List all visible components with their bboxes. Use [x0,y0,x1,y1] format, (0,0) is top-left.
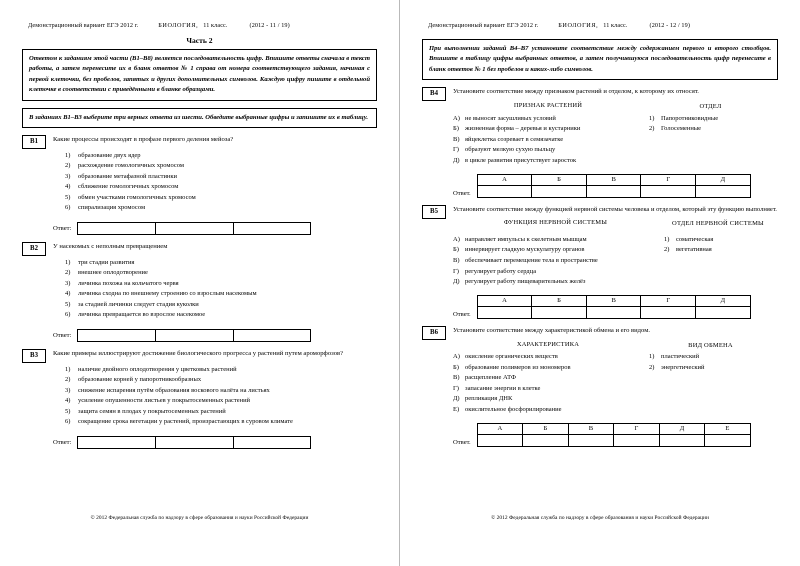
match-right-text: Папоротниковидные [661,114,719,122]
match-right-item[interactable] [643,363,778,374]
option-number: 4) [65,290,71,298]
answer-grid-header: В [586,295,641,306]
match-left-label: Д) [453,395,460,403]
part-title: Часть 2 [186,36,213,45]
option-list-b1 [53,151,377,214]
option-item[interactable] [65,268,377,279]
match-left-text: регулирует работу пищеварительных желёз [465,278,586,286]
match-right-item[interactable] [658,245,778,256]
option-list-b3 [53,365,377,428]
answer-grid-cell[interactable] [477,306,532,318]
option-item[interactable] [65,310,377,321]
match-right-text: вегетативная [676,246,712,254]
option-text: наличие двойного оплодотворения у цветковых растений [78,365,237,373]
match-right-spacer [643,156,778,167]
match-left-label: Б) [453,246,459,254]
match-right-item[interactable] [643,114,778,125]
answer-grid-header-row [477,174,750,185]
match-left-text: в цикле развития присутствует заросток [465,156,577,164]
option-text: личинка сходна по внешнему строению со взрослым насекомым [78,290,257,298]
answer-grid-row-b4 [453,174,778,198]
answer-grid-cell[interactable] [477,434,523,446]
match-row [453,235,778,246]
option-text: за стадией личинки следует стадия куколки [78,300,199,308]
answer-grid-header: Б [523,423,569,434]
question-code-b1: B1 [22,135,46,149]
match-right-label: 2) [649,125,655,133]
match-right-label: 1) [664,235,670,243]
match-left-item[interactable] [453,235,658,246]
match-left-text: расщепление АТФ [465,374,517,382]
match-row [453,384,778,395]
match-rows-b5 [453,235,778,288]
answer-row-b2 [53,329,377,342]
match-row [453,124,778,135]
answer-grid-cell[interactable] [696,306,751,318]
answer-strip-b1[interactable] [77,222,311,235]
question-b6 [422,326,778,447]
answer-grid-cell[interactable] [523,434,569,446]
answer-grid-row-b5 [453,295,778,319]
header-grade-label: 11 класс. [203,22,228,29]
option-list-b2 [53,258,377,321]
answer-grid-input-row[interactable] [477,185,750,197]
answer-grid-cell[interactable] [586,185,641,197]
match-heading-right: ОТДЕЛ [699,103,722,111]
running-header-left [22,22,377,29]
answer-strip-b2[interactable] [77,329,311,342]
question-stem-b3: Какие примеры иллюстрируют достижение биологического прогресса у растений путем ароморфозов? [53,349,344,357]
match-row [453,405,778,416]
match-left-text: регулирует работу сердца [465,267,537,275]
match-left-item[interactable] [453,352,643,363]
answer-grid-cell[interactable] [532,185,587,197]
answer-row-b3 [53,436,377,449]
question-b5 [422,205,778,319]
match-right-spacer [658,256,778,267]
match-left-text: окисление органических веществ [465,353,558,361]
answer-cell[interactable] [234,437,311,448]
option-number: 4) [65,183,71,191]
match-right-spacer [643,405,778,416]
question-stem-b4: Установите соответствие между признаком растений и отделом, к которому их относят. [453,88,699,96]
match-headings-b5 [453,219,778,228]
answer-grid-header: Д [696,174,751,185]
header-grade-label: 11 класс. [603,22,628,29]
match-right-spacer [643,145,778,156]
option-number: 6) [65,418,71,426]
match-left-label: А) [453,353,460,361]
match-right-label: 1) [649,114,655,122]
match-left-text: запасание энергии в клетке [465,384,541,392]
match-left-item[interactable] [453,114,643,125]
option-item[interactable] [65,417,377,428]
answer-grid-header: А [477,295,532,306]
answer-grid-input-row[interactable] [477,306,750,318]
header-subject-label: БИОЛОГИЯ, [158,22,199,29]
match-left-label: Е) [453,406,460,414]
answer-grid-header: Г [614,423,660,434]
answer-grid-header: А [477,423,523,434]
answer-grid-header: В [568,423,614,434]
match-left-label: Г) [453,146,459,154]
match-left-label: В) [453,257,460,264]
answer-cell[interactable] [156,223,234,234]
answer-cell[interactable] [156,437,234,448]
answer-grid-header: Б [532,174,587,185]
option-number: 2) [65,269,71,277]
instruction-box-main: Ответом к заданиям этой части (В1–В8) является последовательность цифр. Впишите ответы сначала в текст работы, а затем перенесите их в бланк ответов № 1 справа от номера соответствующего задания, начиная с первой клеточки, без пробелов, запятых и других дополнительных символов. Каждую цифру пишите в отдельной клеточке в соответствии с приведёнными в бланке образцами. [22,49,377,101]
option-number: 2) [65,162,71,170]
question-b1 [22,135,377,235]
answer-cell[interactable] [234,330,311,341]
option-number: 1) [65,151,71,159]
option-item[interactable] [65,258,377,269]
match-left-item[interactable] [453,145,643,156]
answer-label: Ответ: [53,331,72,339]
answer-cell[interactable] [78,223,156,234]
option-number: 3) [65,279,71,287]
option-item[interactable] [65,365,377,376]
match-left-label: Г) [453,384,459,392]
page-right [400,0,800,566]
match-left-item[interactable] [453,363,643,374]
running-header-right [422,22,778,29]
answer-row-b1 [53,222,377,235]
question-code-b4: B4 [422,87,446,101]
match-heading-left: ПРИЗНАК РАСТЕНИЙ [513,102,583,110]
match-right-spacer [643,135,778,146]
answer-grid-cell[interactable] [705,434,751,446]
option-text: личинка похожа на кольчатого червя [78,279,179,287]
match-left-label: А) [453,114,460,122]
answer-grid-cell[interactable] [614,434,660,446]
question-stem-b5: Установите соответствие между функцией нервной системы человека и отделом, который эту функцию выполняет. [453,205,777,213]
answer-grid-header: Б [532,295,587,306]
match-row [453,394,778,405]
question-code-b3: B3 [22,349,46,363]
option-item[interactable] [65,193,377,204]
answer-grid-header-row [477,295,750,306]
option-text: защита семян в плодах у покрытосеменных растений [78,407,226,415]
answer-strip-b3[interactable] [77,436,311,449]
option-number: 1) [65,258,71,266]
option-number: 4) [65,397,71,405]
option-text: личинка превращается во взрослое насекомое [78,311,206,319]
option-item[interactable] [65,161,377,172]
question-code-b5: B5 [422,205,446,219]
match-left-item[interactable] [453,135,643,146]
page-footer-left: © 2012 Федеральная служба по надзору в сфере образования и науки Российской Федерации [90,515,309,521]
match-left-text: обеспечивает перемещение тела в пространстве [465,257,598,264]
match-right-label: 1) [649,353,655,361]
question-code-b2: B2 [22,242,46,256]
answer-label: Ответ. [453,438,471,446]
answer-cell[interactable] [78,330,156,341]
match-right-text: энергетический [661,363,705,371]
match-left-item[interactable] [453,277,658,288]
match-left-text: иннервирует гладкую мускулатуру органов [465,246,585,254]
match-row [453,245,778,256]
option-item[interactable] [65,386,377,397]
answer-cell[interactable] [234,223,311,234]
match-rows-b4 [453,114,778,167]
match-left-label: Б) [453,125,459,133]
answer-grid-cell[interactable] [659,434,705,446]
match-row [453,352,778,363]
match-rows-b6 [453,352,778,416]
option-number: 3) [65,386,71,394]
question-stem-b2: У насекомых с неполным превращением [53,242,168,250]
option-number: 5) [65,407,71,415]
question-stem-b6: Установите соответствие между характеристикой обмена и его видом. [453,326,651,334]
match-row [453,256,778,267]
answer-label: Ответ. [453,189,471,197]
option-number: 6) [65,311,71,319]
answer-grid-header: Е [705,423,751,434]
match-left-label: Д) [453,156,460,164]
match-row [453,156,778,167]
match-left-label: Б) [453,363,459,371]
answer-grid-header: Г [641,174,696,185]
match-left-item[interactable] [453,124,643,135]
answer-grid-cell[interactable] [532,306,587,318]
answer-cell[interactable] [156,330,234,341]
question-code-b6: B6 [422,326,446,340]
option-number: 3) [65,172,71,180]
match-right-spacer [658,277,778,288]
header-page-number: (2012 - 11 / 19) [249,22,290,29]
option-text: спирализация хромосом [78,204,146,212]
option-item[interactable] [65,182,377,193]
match-right-spacer [643,384,778,395]
option-item[interactable] [65,289,377,300]
answer-grid-header: Д [659,423,705,434]
answer-grid-input-row[interactable] [477,434,750,446]
match-left-label: В) [453,135,460,143]
option-item[interactable] [65,279,377,290]
match-left-item[interactable] [453,256,658,267]
answer-grid-header: А [477,174,532,185]
match-left-text: не выносят засушливых условий [465,114,556,122]
match-heading-left: ХАРАКТЕРИСТИКА [516,340,580,348]
option-text: сближение гомологичных хромосом [78,183,179,191]
question-stem-b1: Какие процессы происходят в профазе первого деления мейоза? [53,135,234,143]
option-number: 2) [65,376,71,384]
answer-grid-header-row [477,423,750,434]
option-number: 6) [65,204,71,212]
header-variant-label: Демонстрационный вариант ЕГЭ 2012 г. [28,22,139,29]
answer-grid-cell[interactable] [641,306,696,318]
match-left-text: образуют мелкую сухую пыльцу [465,146,556,154]
match-left-text: жизненная форма – деревья и кустарники [465,125,581,133]
match-left-label: Г) [453,267,459,275]
question-b2 [22,242,377,342]
match-right-label: 2) [649,363,655,371]
match-headings-b4 [453,102,778,111]
question-b3 [22,349,377,449]
option-text: образование корней у папоротникообразных [78,376,202,384]
answer-grid-row-b6 [453,423,778,447]
option-text: снижение испарения путём образования воскового налёта на листьях [78,386,270,394]
match-left-text: репликация ДНК [465,395,513,403]
answer-grid-cell[interactable] [568,434,614,446]
instruction-box-secondary: В заданиях В1–В3 выберите три верных ответа из шести. Обведите выбранные цифры и запишите их в таблицу. [22,108,377,128]
header-page-number: (2012 - 12 / 19) [649,22,690,29]
answer-cell[interactable] [78,437,156,448]
header-subject-label: БИОЛОГИЯ, [558,22,599,29]
answer-grid-header: Г [641,295,696,306]
option-number: 5) [65,300,71,308]
match-right-text: пластический [661,353,700,361]
match-right-text: соматическая [676,235,714,243]
option-item[interactable] [65,151,377,162]
option-item[interactable] [65,172,377,183]
question-b4 [422,87,778,197]
instruction-box-matching: При выполнении заданий В4–В7 установите соответствие между содержанием первого и второго столбцов. Впишите в таблицу цифры выбранных ответов, а затем получившуюся последовательность цифр перенесите в бланк ответов № 1 без пробелов и каких-либо символов. [422,39,778,80]
answer-grid-header: В [586,174,641,185]
match-right-spacer [658,267,778,278]
match-headings-b6 [453,341,778,350]
match-left-text: яйцеклетка созревает в семязачатке [465,135,564,143]
answer-grid-b4[interactable] [477,174,751,198]
match-left-item[interactable] [453,405,643,416]
option-item[interactable] [65,375,377,386]
option-text: образование двух ядер [78,151,141,159]
option-text: образование метафазной пластинки [78,172,178,180]
match-right-item[interactable] [643,352,778,363]
option-text: сокращение срока вегетации у растений, произрастающих в суровом климате [78,418,293,426]
option-item[interactable] [65,396,377,407]
match-heading-right: ВИД ОБМЕНА [688,341,733,349]
option-text: три стадии развития [78,258,135,266]
match-row [453,145,778,156]
match-row [453,135,778,146]
option-text: расхождение гомологичных хромосом [78,162,184,170]
match-right-item[interactable] [643,124,778,135]
match-right-spacer [643,373,778,384]
answer-label: Ответ: [53,438,72,446]
answer-grid-cell[interactable] [477,185,532,197]
match-row [453,277,778,288]
option-item[interactable] [65,203,377,214]
answer-grid-b5[interactable] [477,295,751,319]
option-text: внешнее оплодотворение [78,269,148,277]
option-item[interactable] [65,407,377,418]
match-left-item[interactable] [453,394,643,405]
match-left-item[interactable] [453,384,643,395]
option-item[interactable] [65,300,377,311]
match-left-label: В) [453,374,460,382]
match-right-spacer [643,394,778,405]
page-footer-right: © 2012 Федеральная служба по надзору в сфере образования и науки Российской Федерации [491,515,709,521]
match-left-item[interactable] [453,267,658,278]
option-number: 1) [65,365,71,373]
match-left-text: окислительное фосфорилирование [465,406,562,414]
match-left-text: направляет импульсы к скелетным мышцам [465,235,587,243]
match-left-item[interactable] [453,245,658,256]
match-row [453,363,778,374]
answer-label: Ответ: [53,224,72,232]
match-right-label: 2) [664,246,670,254]
option-text: обмен участками гомологичных хромосом [78,193,196,201]
answer-grid-cell[interactable] [696,185,751,197]
answer-grid-cell[interactable] [586,306,641,318]
option-text: усиление опушенности листьев у покрытосеменных растений [78,397,251,405]
match-row [453,373,778,384]
match-row [453,267,778,278]
answer-label: Ответ. [453,310,471,318]
match-heading-left: ФУНКЦИЯ НЕРВНОЙ СИСТЕМЫ [503,219,608,227]
match-heading-right: ОТДЕЛ НЕРВНОЙ СИСТЕМЫ [672,220,764,228]
match-left-item[interactable] [453,373,643,384]
answer-grid-cell[interactable] [641,185,696,197]
match-left-item[interactable] [453,156,643,167]
answer-grid-header: Д [696,295,751,306]
match-right-text: Голосеменные [661,125,702,133]
answer-grid-b6[interactable] [477,423,751,447]
match-right-item[interactable] [658,235,778,246]
match-left-text: образование полимеров из мономеров [465,363,571,371]
header-variant-label: Демонстрационный вариант ЕГЭ 2012 г. [428,22,539,29]
match-left-label: Д) [453,278,460,286]
option-number: 5) [65,193,71,201]
match-left-label: А) [453,235,460,243]
match-row [453,114,778,125]
